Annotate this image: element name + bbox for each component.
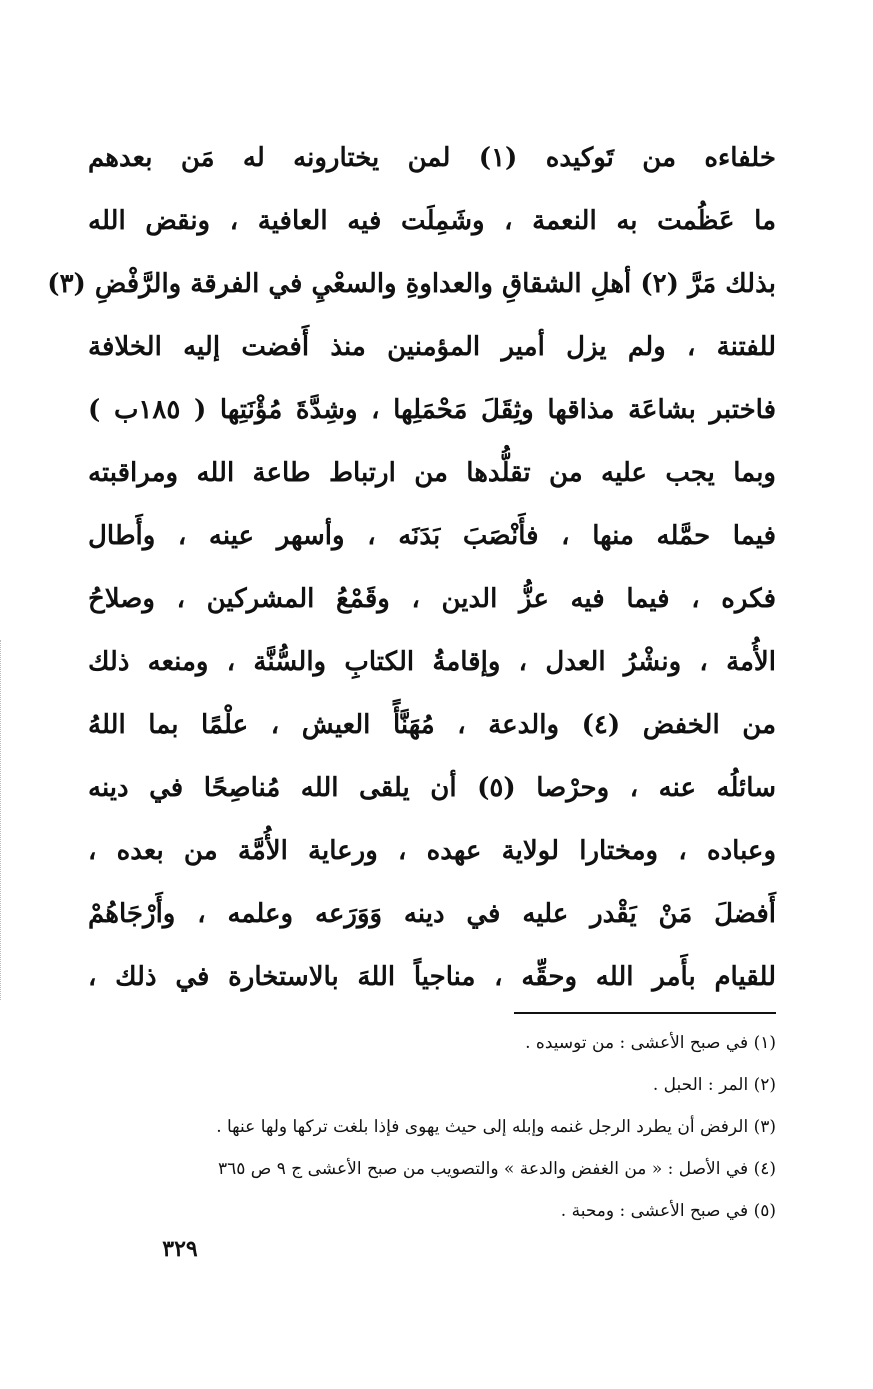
footnote: (٣) الرفض أن يطرد الرجل غنمه وإبله إلى حيث يهوى فإذا بلغت تركها ولها عنها .: [216, 1117, 776, 1137]
text-line: الأُمة ، ونشْرُ العدل ، وإقامةُ الكتابِ والسُّنَّة ، ومنعه ذلك: [88, 647, 776, 677]
footnote: (٤) في الأصل : « من الغفض والدعة » والتصويب من صبح الأعشى ج ٩ ص ٣٦٥: [217, 1159, 776, 1179]
text-line: وعباده ، ومختارا لولاية عهده ، ورعاية الأُمَّة من بعده ،: [88, 836, 776, 866]
text-line: بذلك مَرَّ (٢) أهلِ الشقاقِ والعداوةِ والسعْيِ في الفرقة والرَّفْضِ (٣): [47, 269, 776, 299]
footnote: (٥) في صبح الأعشى : ومحبة .: [560, 1201, 776, 1221]
text-line: فكره ، فيما فيه عزُّ الدين ، وقَمْعُ المشركين ، وصلاحُ: [88, 584, 776, 614]
page-number: ٣٢٩: [162, 1236, 198, 1262]
footnote: (١) في صبح الأعشى : من توسيده .: [525, 1033, 776, 1053]
text-line: ما عَظُمت به النعمة ، وشَمِلَت فيه العافية ، ونقض الله: [88, 206, 776, 236]
main-text: [47, 127, 777, 1009]
text-line: للفتنة ، ولم يزل أمير المؤمنين منذ أَفضت إليه الخلافة: [88, 332, 776, 362]
footnote-divider: [514, 1012, 776, 1014]
text-line: خلفاءه من تَوكيده (١) لمن يختارونه له مَن بعدهم: [88, 143, 776, 173]
text-line: أَفضلَ مَنْ يَقْدر عليه في دينه وَوَرَعه وعلمه ، وأَرْجَاهُمْ: [88, 899, 776, 929]
page-edge-mark: [0, 640, 13, 1000]
text-line: فيما حمَّله منها ، فأَنْصَبَ بَدَنَه ، وأسهر عينه ، وأَطال: [88, 521, 776, 551]
text-line: سائلُه عنه ، وحرْصا (٥) أن يلقى الله مُناصِحًا في دينه: [88, 773, 776, 803]
footnotes: [120, 1022, 776, 1232]
text-line: للقيام بأَمر الله وحقِّه ، مناجياً اللهَ بالاستخارة في ذلك ،: [88, 962, 776, 992]
text-line: فاختبر بشاعَة مذاقها وثِقَلَ مَحْمَلِها ، وشِدَّةَ مُؤْنَتِها ( ١٨٥ب ): [88, 395, 776, 425]
text-line: من الخفض (٤) والدعة ، مُهَنَّأً العيش ، علْمًا بما اللهُ: [88, 710, 777, 740]
text-line: وبما يجب عليه من تقلُّدها من ارتباط طاعة الله ومراقبته: [88, 458, 776, 488]
footnote: (٢) المر : الحبل .: [652, 1075, 776, 1095]
